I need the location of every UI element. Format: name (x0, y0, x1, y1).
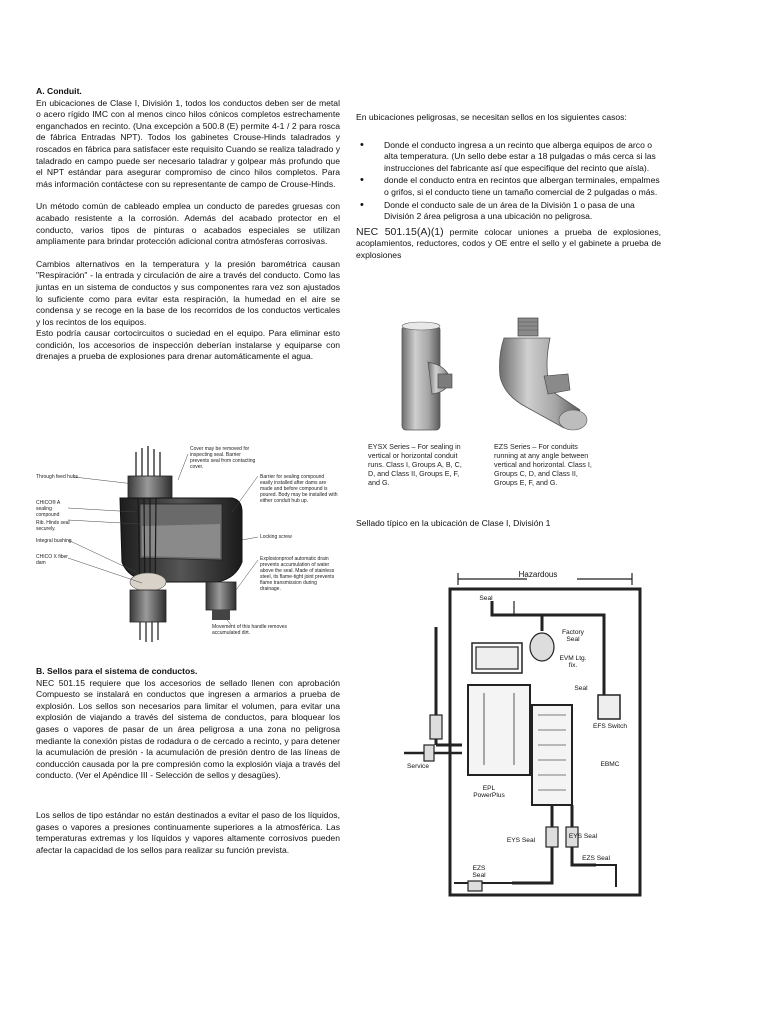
diagram-label-ezs-right: EZS Seal (582, 855, 610, 862)
diagram-label-eys-right: EYS Seal (568, 833, 598, 840)
section-b-paragraph-1: NEC 501.15 requiere que los accesorios de sellado llenen con aprobación Compuesto se instalará en conductos que ingresen a armarios a prueba de explosión. Los sellos son necesarios para limitar el volumen, para evitar una explosión de viajando a través del sistema de conductos, para bloquear los gases o vapores de pasar de un área peligrosa a una zona no peligrosa mediante la conexión pistas de rodadura o de cercado a recinto, y para detener la acumulación de presión - la acumulación de presión dentro de las líneas de conducción causada por la pre compresión como la explosión viaja a través del conducto. (Ver el Apéndice III - Selección de sellos y desagües). (36, 677, 340, 781)
nec-reference: NEC 501.15(A)(1) (356, 225, 444, 238)
seal-cases-list (356, 140, 661, 223)
right-column (356, 112, 661, 262)
diagram-label-efs-switch: EFS Switch (592, 723, 628, 730)
fittings-figure (368, 316, 626, 502)
sealing-diagram-drawing (402, 565, 662, 945)
typical-sealing-caption: Sellado típico en la ubicación de Clase I, División 1 (356, 518, 551, 528)
ezs-caption: EZS Series – For conduits running at any angle between vertical and horizontal. Class I, Groups C, D, and Class II, Groups E, F, and G. (494, 442, 592, 487)
diagram-label-hazardous: Hazardous (518, 570, 558, 579)
right-intro: En ubicaciones peligrosas, se necesitan sellos en los siguientes casos: (356, 112, 627, 122)
diagram-label-epl: EPL PowerPlus (473, 785, 505, 800)
diagram-label-seal-right: Seal (574, 685, 588, 692)
diagram-label-factory-seal: Factory Seal (562, 629, 584, 644)
nec-text: permite colocar uniones a prueba de explosiones, acoplamientos, reductores, codos y OE entre el sello y el gabinete a prueba de explosiones (356, 226, 662, 260)
seal-cutaway-illustration (36, 440, 340, 650)
seal-cutaway-figure (36, 440, 340, 650)
seal-case-item: • donde el conducto entra en recintos que albergan terminales, empalmes o grifos, si el conducto tiene un tamaño comercial de 2 pulgadas o más. (356, 175, 661, 198)
nec-paragraph (356, 227, 661, 262)
label-rib-hinds: Rib. Hinds seal securely. (36, 520, 70, 532)
eysx-caption: EYSX Series – For sealing in vertical or horizontal conduit runs. Class I, Groups A, B, C, D, and Class II, Groups E, F, and G. (368, 442, 462, 487)
section-b-paragraph-2: Los sellos de tipo estándar no están destinados a evitar el paso de los líquidos, gases o vapores a presiones continuamente superiores a la atmosférica. Las temperaturas extremas y los líquidos y vapores altamente corrosivos pueden afectar la capacidad de los sellos para realizar su función prevista. (36, 809, 340, 855)
section-b-heading: B. Sellos para el sistema de conductos. (36, 666, 198, 676)
diagram-label-eys-left: EYS Seal (506, 837, 536, 844)
label-explosionproof-drain: Explosionproof automatic drain prevents accumulation of water above the seal. Made of stainless steel, its flame-tight joint prevents flame transmission during drainage. (260, 556, 335, 592)
section-a-paragraph-3: Cambios alternativos en la temperatura y la presión barométrica causan "Respiración" - la entrada y circulación de aire a través del conducto. Como las juntas en un sistema de conductos y sus componentes rara vez son ajustados lo suficiente como para evitar esta respiración, la humedad en el aire se condensa y se recoge en la base de los recorridos de los conductos verticales y los recintos de los equipos. (36, 258, 340, 327)
label-chico-x: CHICO X fiber dam (36, 554, 68, 566)
seal-case-item: • Donde el conducto ingresa a un recinto que alberga equipos de arco o alta temperatura. (Un sello debe estar a 18 pulgadas o más cerca si las instrucciones del fabricante así que especifique del recinto que aísla). (356, 140, 661, 175)
diagram-label-ezs-left: EZS Seal (472, 865, 486, 880)
label-barrier: Barrier for sealing compound easily installed after dams are made and before compound is poured. Body may be installed with either conduit hub up. (260, 474, 338, 504)
label-integral-bushing: Integral bushing (36, 538, 72, 544)
label-cover: Cover may be removed for inspecting seal. Barrier prevents seal from contacting cover. (190, 446, 256, 470)
label-locking-screw: Locking screw (260, 534, 292, 540)
section-a-heading: A. Conduit. (36, 86, 82, 96)
left-column (36, 86, 340, 363)
fittings-photo (368, 316, 626, 446)
diagram-label-evm: EVM Ltg. fix. (559, 655, 587, 670)
label-through-feed-hubs: Through feed hubs (36, 474, 78, 480)
diagram-label-service: Service (407, 763, 429, 770)
diagram-label-seal-top: Seal (479, 595, 493, 602)
section-a-paragraph-4: Esto podría causar cortocircuitos o suciedad en el equipo. Para eliminar esto condición, los accesorios de inspección deberían instalarse y equiparse con drenajes a prueba de explosiones para drenar automáticamente el agua. (36, 328, 340, 362)
section-a-paragraph-1: En ubicaciones de Clase I, División 1, todos los conductos deben ser de metal o acero rígido IMC con al menos cinco hilos cónicos completos estrechamente enganchados en recinto. (Una excepción a 500.8 (E) permite 4-1 / 2 para rosca de fábrica Entradas NPT). Todos los gabinetes Crouse-Hinds taladrados y roscados en fábrica para satisfacer este requisito Cuando se realiza taladrado y taladrado en campo puede ser necesario taladrar y golpear más profundo que el NPT estándar para asegurar compromiso de cinco hilos completos. Para más información contáctese con su representante de campo de Crouse-Hinds. (36, 97, 340, 189)
seal-case-item: • Donde el conducto sale de un área de la División 1 o pasa de una División 2 área peligrosa a una ubicación no peligrosa. (356, 200, 661, 223)
label-handle: Movement of this handle removes accumulated dirt. (212, 624, 288, 636)
sealing-diagram (402, 565, 662, 945)
label-chico-a: CHICO® A sealing compound (36, 500, 60, 518)
ezs-fitting (518, 318, 538, 336)
diagram-label-ebmc: EBMC (600, 761, 620, 768)
section-b (36, 666, 340, 856)
section-a-paragraph-2: Un método común de cableado emplea un conducto de paredes gruesas con acabado resistente a la corrosión. Además del acabado protector en el conducto, varios tipos de pinturas o acabados especiales se utilizan ampliamente para brindar protección adicional contra atmósferas corrosivas. (36, 201, 340, 247)
